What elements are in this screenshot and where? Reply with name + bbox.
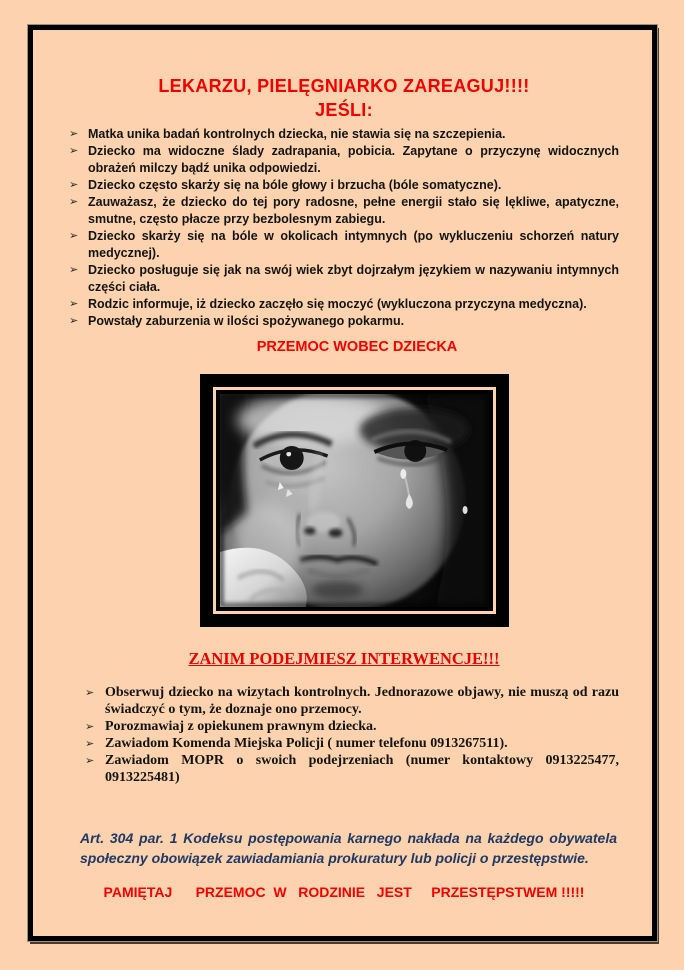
photo-frame — [200, 374, 509, 627]
symptom-item — [69, 126, 619, 143]
symptom-item — [69, 228, 619, 262]
arrow-bullet-icon: ➢ — [69, 179, 79, 191]
arrow-bullet-icon: ➢ — [85, 738, 95, 750]
symptom-text: Dziecko posługuje się jak na swój wiek zbyt dojrzałym językiem w nazywaniu intymnych części ciała. — [88, 263, 619, 294]
arrow-bullet-icon: ➢ — [85, 755, 95, 767]
intervention-text: Obserwuj dziecko na wizytach kontrolnych. Jednorazowe objawy, nie muszą od razu świadczyć o tym, że doznaje ono przemocy. — [105, 685, 619, 717]
intervention-item — [85, 752, 619, 786]
arrow-bullet-icon: ➢ — [69, 196, 79, 208]
crying-baby-photo — [220, 394, 489, 607]
symptom-text: Dziecko skarży się na bóle w okolicach intymnych (po wykluczeniu schorzeń natury medycznej). — [88, 229, 619, 260]
intervention-item — [85, 718, 619, 735]
arrow-bullet-icon: ➢ — [69, 315, 79, 327]
symptom-item — [69, 194, 619, 228]
intervention-item — [85, 684, 619, 718]
arrow-bullet-icon: ➢ — [69, 230, 79, 242]
arrow-bullet-icon: ➢ — [69, 128, 79, 140]
intervention-list — [69, 684, 619, 786]
symptom-text: Matka unika badań kontrolnych dziecka, nie stawia się na szczepienia. — [88, 127, 506, 141]
symptoms-list — [69, 126, 619, 330]
symptom-item — [69, 143, 619, 177]
symptom-text: Zauważasz, że dziecko do tej pory radosne, pełne energii stało się lękliwe, apatyczne, smutne, często płacze przy bezbolesnym zabiegu. — [88, 195, 619, 226]
symptom-item — [69, 177, 619, 194]
intervention-text: Zawiadom MOPR o swoich podejrzeniach (numer kontaktowy 0913225477, 0913225481) — [105, 753, 619, 785]
symptom-text: Rodzic informuje, iż dziecko zaczęło się moczyć (wykluczona przyczyna medyczna). — [88, 297, 587, 311]
symptom-text: Dziecko ma widoczne ślady zadrapania, pobicia. Zapytane o przyczynę widocznych obrażeń milczy bądź unika odpowiedzi. — [88, 144, 619, 175]
symptom-item — [69, 296, 619, 313]
arrow-bullet-icon: ➢ — [69, 264, 79, 276]
intervention-item — [85, 735, 619, 752]
symptom-text: Dziecko często skarży się na bóle głowy i brzucha (bóle somatyczne). — [88, 178, 502, 192]
symptom-item — [69, 262, 619, 296]
symptom-text: Powstały zaburzenia w ilości spożywanego pokarmu. — [88, 314, 405, 328]
intervention-heading: ZANIM PODEJMIESZ INTERWENCJE!!! — [188, 649, 500, 668]
subtitle-jesli: JEŚLI: — [315, 100, 373, 120]
footer-warning: PAMIĘTAJ PRZEMOC W RODZINIE JEST PRZESTĘPSTWEM !!!!! — [103, 884, 585, 900]
arrow-bullet-icon: ➢ — [85, 721, 95, 733]
poster-frame — [28, 25, 657, 941]
intervention-text: Porozmawiaj z opiekunem prawnym dziecka. — [105, 719, 377, 734]
intervention-text: Zawiadom Komenda Miejska Policji ( numer telefonu 0913267511). — [105, 736, 508, 751]
section-heading-przemoc: PRZEMOC WOBEC DZIECKA — [256, 339, 458, 355]
arrow-bullet-icon: ➢ — [85, 687, 95, 699]
arrow-bullet-icon: ➢ — [69, 298, 79, 310]
arrow-bullet-icon: ➢ — [69, 145, 79, 157]
photo-mat — [213, 387, 496, 614]
legal-note: Art. 304 par. 1 Kodeksu postępowania karnego nakłada na każdego obywatela społeczny obowiązek zawiadamiania prokuratury lub policji o przestępstwie. — [80, 830, 617, 866]
main-title: LEKARZU, PIELĘGNIARKO ZAREAGUJ!!!! — [158, 76, 530, 96]
symptom-item — [69, 313, 619, 330]
